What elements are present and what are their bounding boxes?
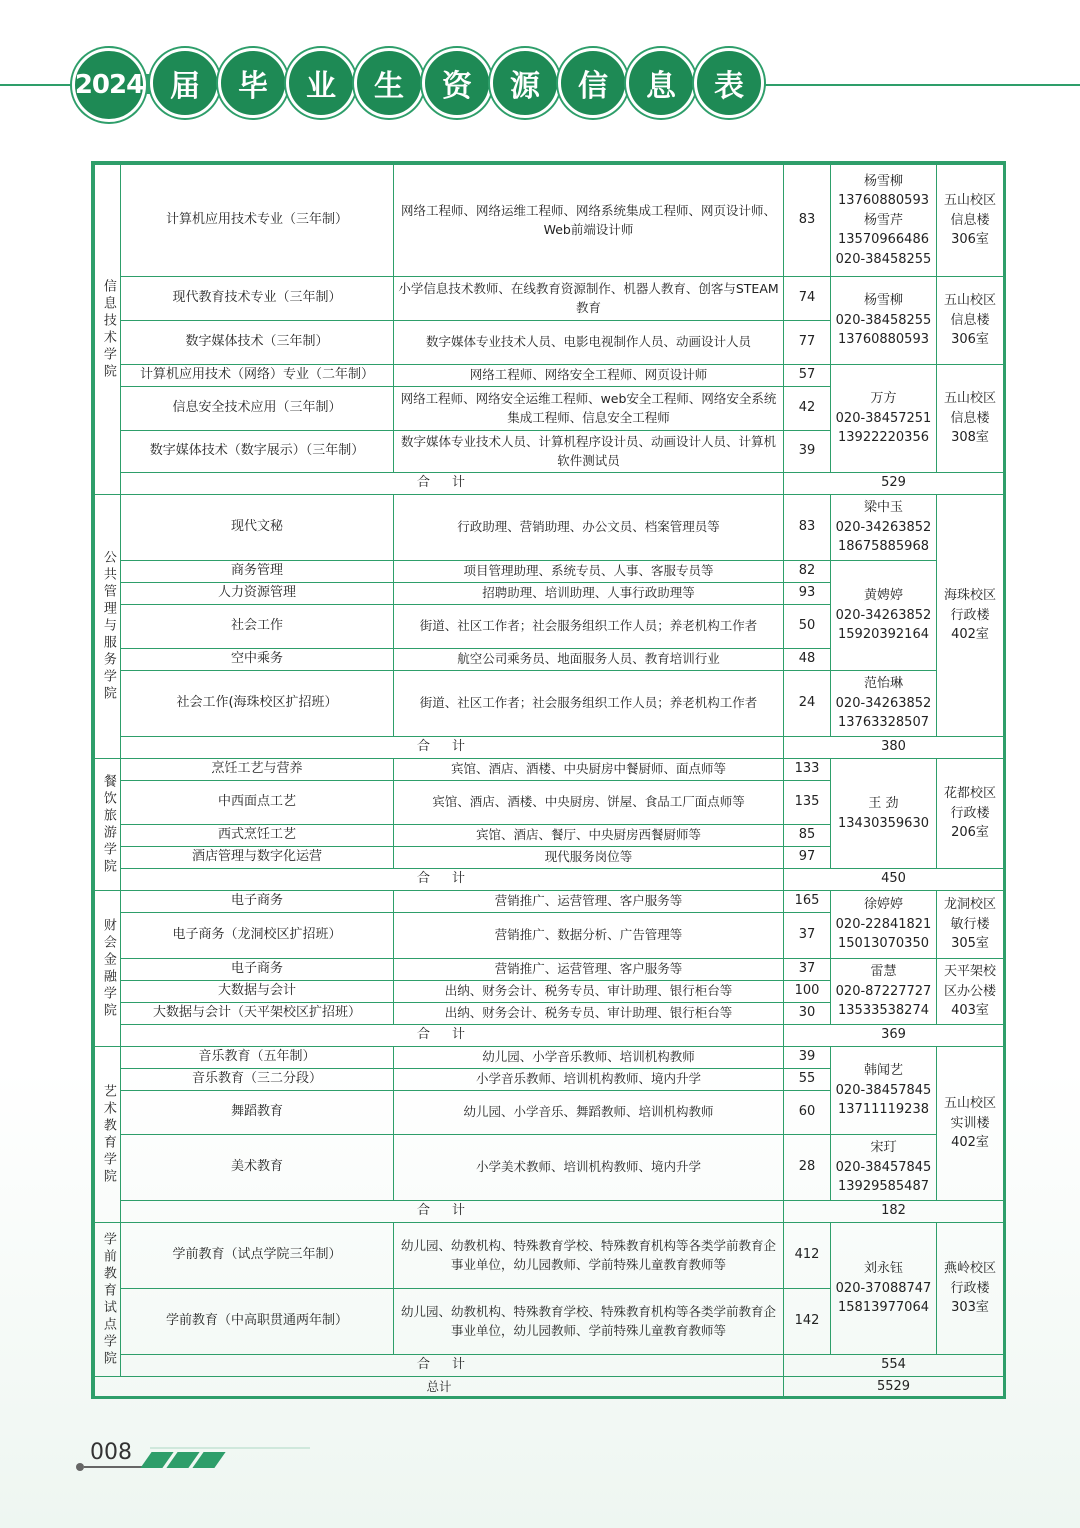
location-cell xyxy=(937,165,1004,277)
subtotal-value: 182 xyxy=(784,1201,1004,1223)
major-cell: 数字媒体技术（三年制） xyxy=(121,321,394,365)
jobs-cell: 出纳、财务会计、税务专员、审计助理、银行柜台等 xyxy=(394,981,784,1003)
title-char: 息 xyxy=(626,48,696,118)
subtotal-value: 529 xyxy=(784,473,1004,495)
contact-line: 徐婷婷 xyxy=(863,897,903,913)
major-cell: 电子商务 xyxy=(121,891,394,913)
location-line: 五山校区 xyxy=(943,293,996,309)
contact-line: 杨雪柳 xyxy=(863,173,903,189)
page-dot xyxy=(76,1463,84,1471)
contact-cell xyxy=(831,671,937,737)
table-row xyxy=(95,165,1004,277)
contact-line: 020-87227727 xyxy=(835,983,932,999)
title-char: 表 xyxy=(694,48,764,118)
contact-cell xyxy=(831,759,937,869)
location-line: 敏行楼 xyxy=(950,916,990,932)
jobs-cell: 宾馆、酒店、餐厅、中央厨房西餐厨师等 xyxy=(394,825,784,847)
location-cell xyxy=(937,759,1004,869)
jobs-cell: 数字媒体专业技术人员、计算机程序设计员、动画设计人员、计算机软件测试员 xyxy=(394,431,784,473)
count-cell: 28 xyxy=(784,1135,831,1201)
location-line: 306室 xyxy=(951,232,989,248)
table-row xyxy=(95,759,1004,781)
count-cell: 93 xyxy=(784,583,831,605)
jobs-cell: 街道、社区工作者；社会服务组织工作人员；养老机构工作者 xyxy=(394,605,784,649)
location-line: 行政楼 xyxy=(950,607,990,623)
count-cell: 412 xyxy=(784,1223,831,1289)
grand-total-label: 总计 xyxy=(95,1377,784,1399)
major-cell: 舞蹈教育 xyxy=(121,1091,394,1135)
major-cell: 烹饪工艺与营养 xyxy=(121,759,394,781)
subtotal-row xyxy=(95,473,1004,495)
major-cell: 空中乘务 xyxy=(121,649,394,671)
subtotal-label: 合计 xyxy=(121,473,784,495)
major-cell: 酒店管理与数字化运营 xyxy=(121,847,394,869)
title-char: 毕 xyxy=(218,48,288,118)
count-cell: 30 xyxy=(784,1003,831,1025)
location-cell xyxy=(937,959,1004,1025)
jobs-cell: 小学美术教师、培训机构教师、境内升学 xyxy=(394,1135,784,1201)
title-char: 届 xyxy=(150,48,220,118)
count-cell: 57 xyxy=(784,365,831,387)
page-title xyxy=(72,48,744,120)
subtotal-label: 合计 xyxy=(121,737,784,759)
college-name: 餐饮旅游学院 xyxy=(95,759,121,891)
location-cell xyxy=(937,891,1004,959)
contact-cell xyxy=(831,277,937,365)
count-cell: 97 xyxy=(784,847,831,869)
college-name: 信息技术学院 xyxy=(95,165,121,495)
title-char: 信 xyxy=(558,48,628,118)
location-cell xyxy=(937,1047,1004,1201)
title-char: 生 xyxy=(354,48,424,118)
location-line: 402室 xyxy=(951,627,989,643)
contact-line: 13760880593 xyxy=(838,332,929,348)
count-cell: 82 xyxy=(784,561,831,583)
major-cell: 大数据与会计 xyxy=(121,981,394,1003)
jobs-cell: 营销推广、数据分析、广告管理等 xyxy=(394,913,784,959)
title-circles xyxy=(72,48,762,122)
contact-line: 020-34263852 xyxy=(835,695,932,711)
jobs-cell: 网络工程师、网络安全运维工程师、web安全工程师、网络安全系统集成工程师、信息安全工程师 xyxy=(394,387,784,431)
location-cell xyxy=(937,365,1004,473)
location-line: 海珠校区 xyxy=(943,588,996,604)
count-cell: 100 xyxy=(784,981,831,1003)
jobs-cell: 航空公司乘务员、地面服务人员、教育培训行业 xyxy=(394,649,784,671)
table-row xyxy=(95,495,1004,561)
jobs-cell: 宾馆、酒店、酒楼、中央厨房、饼屋、食品工厂面点师等 xyxy=(394,781,784,825)
major-cell: 西式烹饪工艺 xyxy=(121,825,394,847)
subtotal-value: 554 xyxy=(784,1355,1004,1377)
major-cell: 信息安全技术应用（三年制） xyxy=(121,387,394,431)
contact-line: 020-38457845 xyxy=(835,1082,932,1098)
location-line: 206室 xyxy=(951,825,989,841)
jobs-cell: 幼儿园、小学音乐、舞蹈教师、培训机构教师 xyxy=(394,1091,784,1135)
location-cell xyxy=(937,495,1004,737)
subtotal-row xyxy=(95,1201,1004,1223)
contact-cell xyxy=(831,1047,937,1135)
subtotal-label: 合计 xyxy=(121,1355,784,1377)
jobs-cell: 行政助理、营销助理、办公文员、档案管理员等 xyxy=(394,495,784,561)
contact-cell xyxy=(831,1223,937,1355)
location-line: 五山校区 xyxy=(943,391,996,407)
major-cell: 学前教育（试点学院三年制） xyxy=(121,1223,394,1289)
location-cell xyxy=(937,1223,1004,1355)
subtotal-label: 合计 xyxy=(121,1201,784,1223)
major-cell: 社会工作(海珠校区扩招班） xyxy=(121,671,394,737)
contact-line: 13570966486 xyxy=(838,232,929,248)
count-cell: 42 xyxy=(784,387,831,431)
contact-line: 18675885968 xyxy=(838,539,929,555)
contact-line: 020-38457845 xyxy=(835,1159,932,1175)
jobs-cell: 宾馆、酒店、酒楼、中央厨房中餐厨师、面点师等 xyxy=(394,759,784,781)
grand-total-value: 5529 xyxy=(784,1377,1004,1399)
college-name: 财会金融学院 xyxy=(95,891,121,1047)
major-cell: 现代文秘 xyxy=(121,495,394,561)
major-cell: 美术教育 xyxy=(121,1135,394,1201)
location-line: 行政楼 xyxy=(950,1280,990,1296)
contact-line: 雷慧 xyxy=(870,964,897,980)
contact-cell xyxy=(831,495,937,561)
table-row xyxy=(95,891,1004,913)
jobs-cell: 数字媒体专业技术人员、电影电视制作人员、动画设计人员 xyxy=(394,321,784,365)
contact-line: 020-38458255 xyxy=(835,312,932,328)
subtotal-label: 合计 xyxy=(121,1025,784,1047)
count-cell: 39 xyxy=(784,1047,831,1069)
location-line: 305室 xyxy=(951,936,989,952)
major-cell: 计算机应用技术专业（三年制） xyxy=(121,165,394,277)
location-line: 花都校区 xyxy=(943,786,996,802)
contact-line: 梁中玉 xyxy=(863,500,903,516)
contact-cell xyxy=(831,1135,937,1201)
jobs-cell: 幼儿园、幼教机构、特殊教育学校、特殊教育机构等各类学前教育企事业单位，幼儿园教师、学前特殊儿童教育教师等 xyxy=(394,1223,784,1289)
major-cell: 社会工作 xyxy=(121,605,394,649)
major-cell: 计算机应用技术（网络）专业（二年制） xyxy=(121,365,394,387)
page-number: 008 xyxy=(90,1440,132,1465)
major-cell: 学前教育（中高职贯通两年制） xyxy=(121,1289,394,1355)
count-cell: 60 xyxy=(784,1091,831,1135)
contact-line: 万方 xyxy=(870,391,897,407)
count-cell: 50 xyxy=(784,605,831,649)
contact-line: 15013070350 xyxy=(838,936,929,952)
major-cell: 中西面点工艺 xyxy=(121,781,394,825)
major-cell: 大数据与会计（天平架校区扩招班） xyxy=(121,1003,394,1025)
count-cell: 135 xyxy=(784,781,831,825)
location-line: 402室 xyxy=(951,1135,989,1151)
contact-line: 020-38457251 xyxy=(835,410,932,426)
location-line: 天平架校 xyxy=(943,964,996,980)
contact-line: 王 劲 xyxy=(868,796,899,811)
subtotal-value: 380 xyxy=(784,737,1004,759)
major-cell: 现代教育技术专业（三年制） xyxy=(121,277,394,321)
contact-line: 13763328507 xyxy=(838,715,929,731)
contact-line: 黄娉婷 xyxy=(863,588,903,604)
count-cell: 37 xyxy=(784,913,831,959)
jobs-cell: 小学信息技术教师、在线教育资源制作、机器人教育、创客与STEAM教育 xyxy=(394,277,784,321)
jobs-cell: 网络工程师、网络运维工程师、网络系统集成工程师、网页设计师、Web前端设计师 xyxy=(394,165,784,277)
count-cell: 85 xyxy=(784,825,831,847)
contact-cell xyxy=(831,165,937,277)
jobs-cell: 幼儿园、幼教机构、特殊教育学校、特殊教育机构等各类学前教育企事业单位，幼儿园教师、学前特殊儿童教育教师等 xyxy=(394,1289,784,1355)
location-line: 308室 xyxy=(951,430,989,446)
table xyxy=(94,164,1004,1399)
location-line: 303室 xyxy=(951,1300,989,1316)
table-row xyxy=(95,1135,1004,1201)
title-year: 2024 xyxy=(72,48,146,122)
count-cell: 165 xyxy=(784,891,831,913)
count-cell: 55 xyxy=(784,1069,831,1091)
table-row xyxy=(95,561,1004,583)
major-cell: 音乐教育（三二分段） xyxy=(121,1069,394,1091)
title-char: 资 xyxy=(422,48,492,118)
count-cell: 39 xyxy=(784,431,831,473)
table-row xyxy=(95,277,1004,321)
location-line: 403室 xyxy=(951,1003,989,1019)
contact-line: 宋玎 xyxy=(870,1140,897,1156)
major-cell: 电子商务 xyxy=(121,959,394,981)
graduate-resource-table xyxy=(91,161,1006,1399)
count-cell: 48 xyxy=(784,649,831,671)
location-line: 实训楼 xyxy=(950,1115,990,1131)
subtotal-row xyxy=(95,1355,1004,1377)
contact-line: 020-38458255 xyxy=(835,251,932,267)
contact-line: 13922220356 xyxy=(838,430,929,446)
table-row xyxy=(95,1223,1004,1289)
location-cell xyxy=(937,277,1004,365)
count-cell: 142 xyxy=(784,1289,831,1355)
major-cell: 数字媒体技术（数字展示）（三年制） xyxy=(121,431,394,473)
subtotal-row xyxy=(95,869,1004,891)
major-cell: 音乐教育（五年制） xyxy=(121,1047,394,1069)
jobs-cell: 项目管理助理、系统专员、人事、客服专员等 xyxy=(394,561,784,583)
contact-line: 杨雪柳 xyxy=(863,293,903,309)
contact-line: 15813977064 xyxy=(838,1300,929,1316)
title-char: 业 xyxy=(286,48,356,118)
contact-line: 020-22841821 xyxy=(835,916,932,932)
grand-total-row xyxy=(95,1377,1004,1399)
jobs-cell: 出纳、财务会计、税务专员、审计助理、银行柜台等 xyxy=(394,1003,784,1025)
count-cell: 77 xyxy=(784,321,831,365)
jobs-cell: 招聘助理、培训助理、人事行政助理等 xyxy=(394,583,784,605)
location-line: 区办公楼 xyxy=(943,983,996,999)
count-cell: 24 xyxy=(784,671,831,737)
table-row xyxy=(95,1047,1004,1069)
contact-line: 13760880593 xyxy=(838,193,929,209)
college-name: 艺术教育学院 xyxy=(95,1047,121,1223)
subtotal-value: 369 xyxy=(784,1025,1004,1047)
contact-line: 13533538274 xyxy=(838,1003,929,1019)
contact-cell xyxy=(831,891,937,959)
count-cell: 83 xyxy=(784,165,831,277)
jobs-cell: 幼儿园、小学音乐教师、培训机构教师 xyxy=(394,1047,784,1069)
contact-line: 15920392164 xyxy=(838,627,929,643)
location-line: 五山校区 xyxy=(943,193,996,209)
contact-line: 020-34263852 xyxy=(835,519,932,535)
location-line: 306室 xyxy=(951,332,989,348)
location-line: 信息楼 xyxy=(950,410,990,426)
major-cell: 人力资源管理 xyxy=(121,583,394,605)
location-line: 行政楼 xyxy=(950,805,990,821)
count-cell: 133 xyxy=(784,759,831,781)
count-cell: 74 xyxy=(784,277,831,321)
contact-line: 020-37088747 xyxy=(835,1280,932,1296)
contact-cell xyxy=(831,365,937,473)
college-name: 公共管理与服务学院 xyxy=(95,495,121,759)
contact-line: 刘永钰 xyxy=(863,1261,903,1277)
college-name: 学前教育试点学院 xyxy=(95,1223,121,1377)
subtotal-value: 450 xyxy=(784,869,1004,891)
contact-line: 韩闻艺 xyxy=(863,1063,903,1079)
contact-cell xyxy=(831,959,937,1025)
footer-rule xyxy=(150,1447,310,1449)
contact-line: 13929585487 xyxy=(838,1179,929,1195)
contact-cell xyxy=(831,561,937,671)
subtotal-row xyxy=(95,1025,1004,1047)
count-cell: 83 xyxy=(784,495,831,561)
contact-line: 范怡琳 xyxy=(863,676,903,692)
location-line: 五山校区 xyxy=(943,1096,996,1112)
subtotal-row xyxy=(95,737,1004,759)
location-line: 燕岭校区 xyxy=(943,1261,996,1277)
location-line: 信息楼 xyxy=(950,312,990,328)
count-cell: 37 xyxy=(784,959,831,981)
location-line: 信息楼 xyxy=(950,212,990,228)
jobs-cell: 现代服务岗位等 xyxy=(394,847,784,869)
jobs-cell: 网络工程师、网络安全工程师、网页设计师 xyxy=(394,365,784,387)
major-cell: 电子商务（龙洞校区扩招班） xyxy=(121,913,394,959)
table-row xyxy=(95,959,1004,981)
location-line: 龙洞校区 xyxy=(943,897,996,913)
contact-line: 杨雪芹 xyxy=(863,212,903,228)
major-cell: 商务管理 xyxy=(121,561,394,583)
jobs-cell: 营销推广、运营管理、客户服务等 xyxy=(394,891,784,913)
subtotal-label: 合计 xyxy=(121,869,784,891)
jobs-cell: 小学音乐教师、培训机构教师、境内升学 xyxy=(394,1069,784,1091)
table-row xyxy=(95,365,1004,387)
contact-line: 020-34263852 xyxy=(835,607,932,623)
jobs-cell: 街道、社区工作者；社会服务组织工作人员；养老机构工作者 xyxy=(394,671,784,737)
table-row xyxy=(95,671,1004,737)
title-char: 源 xyxy=(490,48,560,118)
jobs-cell: 营销推广、运营管理、客户服务等 xyxy=(394,959,784,981)
contact-line: 13711119238 xyxy=(838,1102,929,1118)
contact-line: 13430359630 xyxy=(838,815,929,831)
